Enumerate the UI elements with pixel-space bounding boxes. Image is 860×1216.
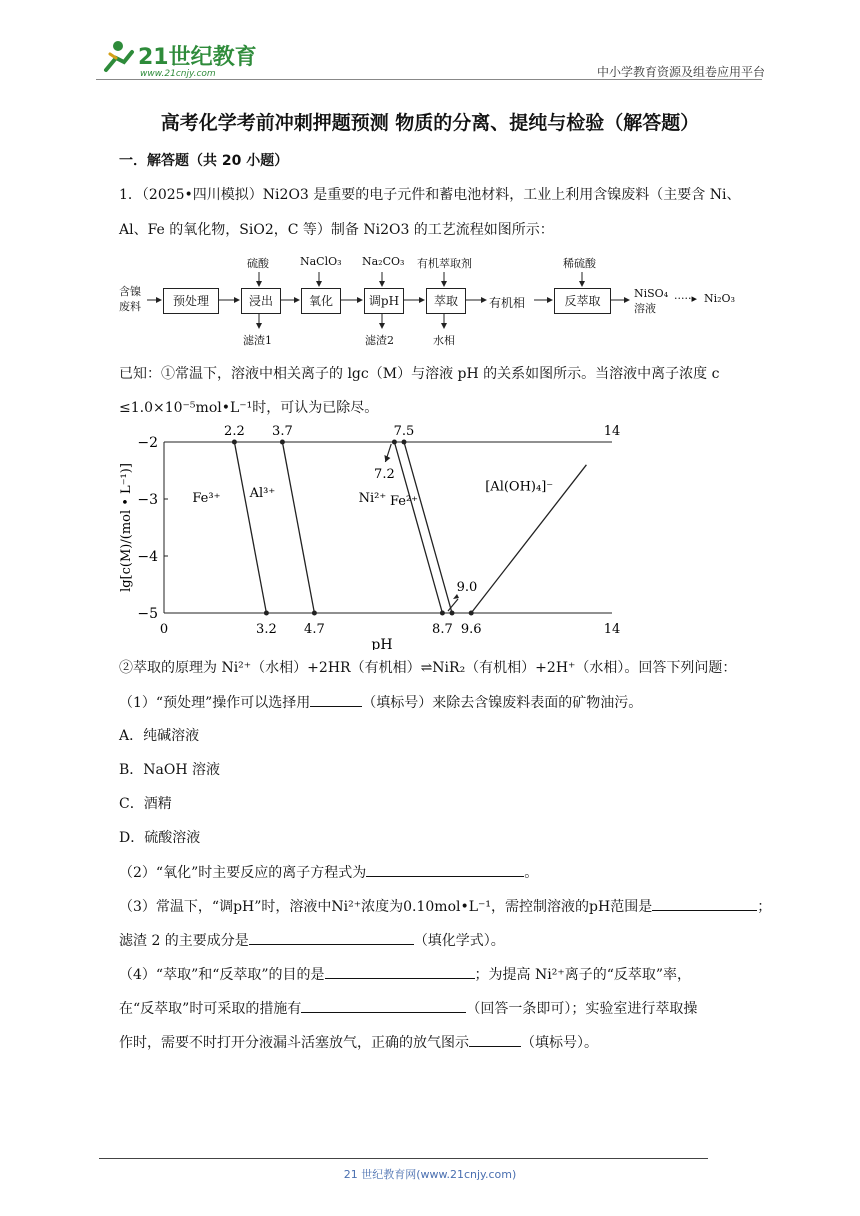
x-tick-label-top: 3.7	[272, 424, 293, 439]
y-tick-label: −3	[137, 492, 158, 508]
flow-residue-1: 滤渣1	[243, 334, 272, 347]
page-title: 高考化学考前冲刺押题预测 物质的分离、提纯与检验（解答题）	[160, 112, 700, 134]
extraction-principle: ②萃取的原理为 Ni²⁺（水相）+2HR（有机相）⇌NiR₂（有机相）+2H⁺（水相）。回答下列问题：	[119, 660, 737, 676]
option-c: C．酒精	[119, 796, 172, 812]
answer-blank-6[interactable]	[301, 998, 466, 1013]
series-point	[450, 611, 455, 616]
flow-product-niso4: NiSO₄ 溶液	[634, 287, 669, 315]
footer-text[interactable]: 21 世纪教育网(www.21cnjy.com)	[343, 1168, 517, 1181]
answer-blank-3[interactable]	[652, 896, 757, 911]
question-4b: 在“反萃取”时可采取的措施有 （回答一条即可）；实验室进行萃取操	[119, 998, 697, 1019]
runner-icon	[106, 41, 132, 70]
logo-url: www.21cnjy.com	[140, 69, 216, 79]
answer-blank-1[interactable]	[310, 692, 362, 707]
option-d: D．硫酸溶液	[119, 830, 201, 846]
x-tick-label-top: 14	[603, 424, 621, 439]
known-line-2: ≤1.0×10⁻⁵mol•L⁻¹时，可认为已除尽。	[119, 400, 379, 416]
x-tick-label-top: 2.2	[224, 424, 245, 439]
series-label: Fe³⁺	[192, 491, 221, 506]
series-line	[404, 442, 452, 613]
x-tick-label-top: 7.5	[393, 424, 415, 439]
question-3: （3）常温下，“调pH”时，溶液中Ni²⁺浓度为0.10mol•L⁻¹，需控制溶液的pH范围是 ；	[119, 896, 771, 917]
flow-box-oxidize: 氧化	[301, 288, 341, 314]
flow-box-adjust-ph: 调pH	[364, 288, 404, 314]
lgc-ph-chart	[112, 420, 632, 650]
answer-blank-5[interactable]	[325, 964, 475, 979]
logo-text: 21世纪教育	[138, 45, 257, 70]
series-label: Fe²⁺	[389, 494, 419, 509]
x-tick-label: 3.2	[256, 622, 277, 637]
question-2: （2）“氧化”时主要反应的离子方程式为 。	[119, 862, 538, 883]
series-point	[392, 440, 397, 445]
flow-start: 含镍 废料	[119, 285, 141, 313]
series-point	[280, 440, 285, 445]
x-tick-label: 9.6	[460, 622, 482, 637]
flow-product-ni2o3: Ni₂O₃	[704, 292, 735, 305]
header-divider	[96, 79, 762, 80]
y-axis-label: lg[c(M)/(mol • L⁻¹)]	[119, 463, 134, 592]
flow-box-pretreat: 预处理	[163, 288, 219, 314]
series-line	[282, 442, 314, 613]
flow-residue-2: 滤渣2	[365, 334, 394, 347]
flow-box-leach: 浸出	[241, 288, 281, 314]
answer-blank-2[interactable]	[366, 862, 524, 877]
site-logo	[96, 36, 266, 80]
y-tick-label: −5	[137, 606, 158, 622]
flow-input-sulfuric: 硫酸	[247, 257, 269, 270]
flow-box-extract: 萃取	[426, 288, 466, 314]
flow-input-na2co3: Na₂CO₃	[362, 255, 405, 268]
section-heading: 一．解答题（共 20 小题）	[119, 153, 289, 169]
y-tick-label: −4	[137, 549, 158, 565]
series-line	[394, 442, 442, 613]
annotation-label: 7.2	[374, 467, 395, 482]
flow-input-dilute-sulfuric: 稀硫酸	[563, 257, 596, 270]
answer-blank-4[interactable]	[249, 930, 414, 945]
series-line	[234, 442, 266, 613]
flow-organic-phase: 有机相	[489, 296, 526, 310]
flow-box-back-extract: 反萃取	[554, 288, 611, 314]
question-4c: 作时，需要不时打开分液漏斗活塞放气，正确的放气图示 （填标号）。	[119, 1032, 598, 1053]
flow-input-extractant: 有机萃取剂	[417, 257, 472, 270]
question-4: （4）“萃取”和“反萃取”的目的是 ；为提高 Ni²⁺离子的“反萃取”率，	[119, 964, 691, 985]
answer-blank-7[interactable]	[469, 1032, 521, 1047]
series-point	[402, 440, 407, 445]
known-line-1: 已知：①常温下，溶液中相关离子的 lgc（M）与溶液 pH 的关系如图所示。当溶液中离子浓度 c	[119, 366, 720, 382]
header-platform: 中小学教育资源及组卷应用平台	[596, 65, 765, 79]
x-tick-label: 8.7	[432, 622, 453, 637]
series-point	[440, 611, 445, 616]
flow-aqueous: 水相	[433, 334, 455, 347]
series-label: Ni²⁺	[358, 491, 387, 506]
process-flowchart	[119, 250, 759, 350]
option-b: B．NaOH 溶液	[119, 762, 221, 778]
y-tick-label: −2	[137, 435, 158, 451]
question-intro-2: Al、Fe 的氧化物，SiO2，C 等）制备 Ni2O3 的工艺流程如图所示：	[119, 222, 554, 238]
x-tick-label: 14	[603, 622, 621, 637]
footer-divider	[99, 1158, 708, 1159]
question-3b: 滤渣 2 的主要成分是 （填化学式）。	[119, 930, 505, 951]
x-tick-label: 0	[159, 622, 169, 637]
series-label: [Al(OH)₄]⁻	[485, 479, 554, 495]
question-intro-1: 1．（2025•四川模拟）Ni2O3 是重要的电子元件和蓄电池材料，工业上利用含镍废料（主要含 Ni、	[119, 187, 741, 203]
series-label: Al³⁺	[249, 486, 276, 501]
annotation-label: 9.0	[456, 580, 478, 595]
series-point	[232, 440, 237, 445]
x-axis-label: pH	[371, 637, 393, 650]
option-a: A．纯碱溶液	[119, 728, 200, 744]
series-point	[469, 611, 474, 616]
question-1: （1）“预处理”操作可以选择用 （填标号）来除去含镍废料表面的矿物油污。	[119, 692, 642, 713]
series-point	[312, 611, 317, 616]
flow-input-naclo3: NaClO₃	[300, 255, 342, 268]
series-point	[264, 611, 269, 616]
flow-dots: ·····▸	[674, 292, 698, 305]
x-tick-label: 4.7	[304, 622, 325, 637]
